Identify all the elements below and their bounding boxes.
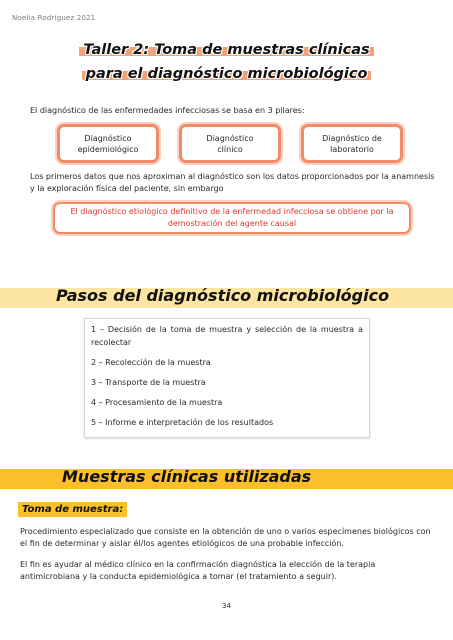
anamnesis-paragraph: Los primeros datos que nos aproximan al diagnóstico son los datos proporcionados por la anamnesis y la exploración física del paciente, sin embargo — [30, 172, 435, 193]
page-title-line-1 — [0, 42, 453, 58]
author-note: Noelia Rodríguez 2021 — [12, 14, 96, 22]
pillar-box-clinico — [179, 124, 281, 163]
page-title-line-2 — [0, 66, 453, 82]
pillar-line: Diagnóstico de — [322, 133, 382, 143]
purpose-paragraph: El fin es ayudar al médico clínico en la confirmación diagnóstica la elección de la terapia antimicrobiana y la conducta epidemiológica a tomar (el tratamiento a seguir). — [20, 560, 376, 581]
page-number: 34 — [222, 602, 231, 610]
page-title-text-1: Taller 2: Toma de muestras clínicas — [79, 42, 373, 58]
highlight-box — [53, 202, 411, 234]
page-title-text-2: para el diagnóstico microbiológico — [82, 66, 372, 82]
definition-paragraph: Procedimiento especializado que consiste en la obtención de uno o varios especímenes biológicos con el fin de determinar y aislar él/los agentes etiológicos de una probable infección. — [20, 527, 431, 548]
list-item: 1 – Decisión de la toma de muestra y selección de la muestra a recolectar — [91, 325, 363, 347]
pillar-line: Diagnóstico — [84, 133, 132, 143]
list-item: 5 – Informe e interpretación de los resultados — [91, 418, 274, 427]
pillar-line: clínico — [217, 144, 243, 154]
subheading-toma-de-muestra: Toma de muestra: — [18, 502, 127, 517]
steps-box — [84, 318, 370, 438]
pillar-line: epidemiológico — [77, 144, 139, 154]
list-item: 4 – Procesamiento de la muestra — [91, 398, 223, 407]
highlight-text: El diagnóstico etiológico definitivo de la enfermedad infecciosa se obtiene por la demostración del agente causal — [70, 207, 394, 228]
intro-paragraph: El diagnóstico de las enfermedades infecciosas se basa en 3 pilares: — [30, 106, 305, 115]
section-heading-pasos: Pasos del diagnóstico microbiológico — [56, 286, 390, 305]
list-item: 2 – Recolección de la muestra — [91, 358, 211, 367]
pillar-line: laboratorio — [330, 144, 374, 154]
list-item: 3 – Transporte de la muestra — [91, 378, 206, 387]
pillar-line: Diagnóstico — [206, 133, 254, 143]
pillar-box-epidemiologico — [57, 124, 159, 163]
pillar-box-laboratorio — [301, 124, 403, 163]
section-heading-muestras: Muestras clínicas utilizadas — [62, 467, 312, 486]
